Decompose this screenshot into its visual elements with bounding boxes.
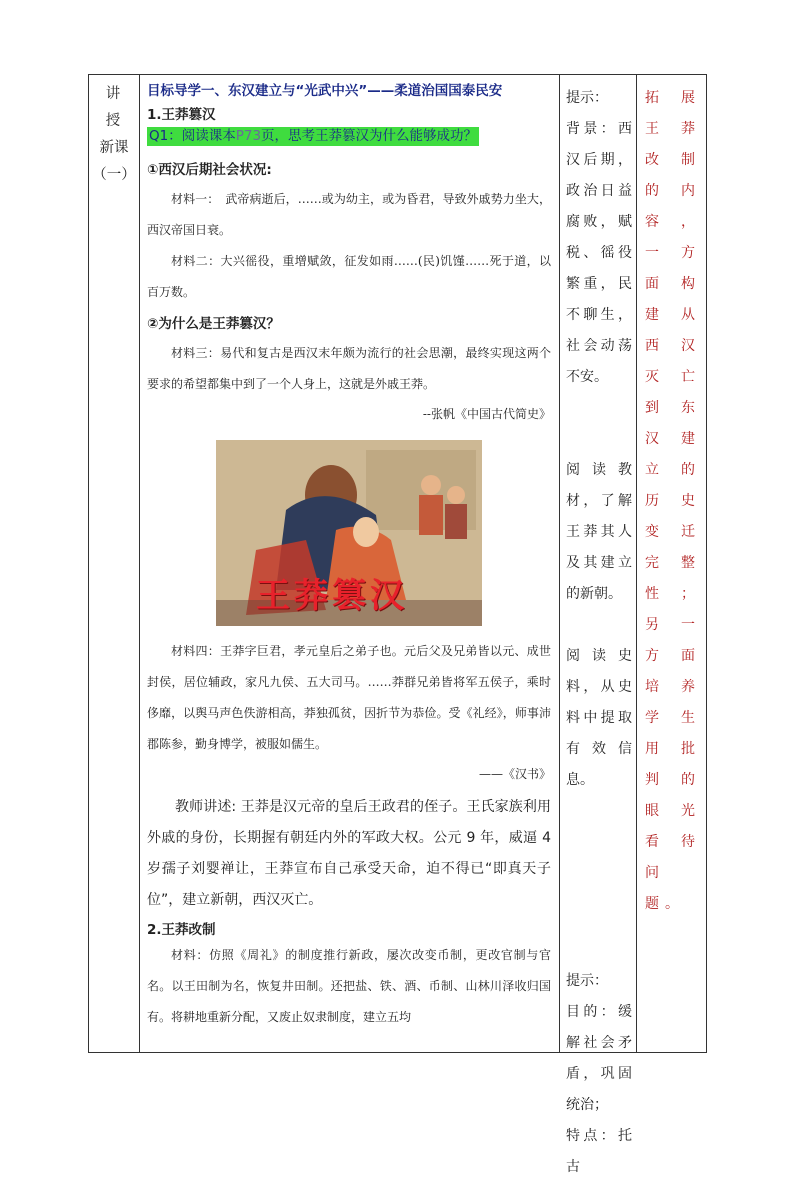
question-q1 [147,127,479,146]
source-3: --张帆《中国古代简史》 [422,407,551,421]
point-why-wangmang: ②为什么是王莽篡汉？ [147,316,280,332]
q1-page: P73 [235,128,262,144]
material-3: 材料三：易代和复古是西汉末年颇为流行的社会思潮，最终实现这两个要求的希望都集中到了一个人身上，这就是外戚王莽。 [147,346,551,391]
teacher-narration: 教师讲述: 王莽是汉元帝的皇后王政君的侄子。王氏家族利用外戚的身份，长期握有朝廷内外的军政大权。公元 9 年，威逼 4 岁孺子刘婴禅让，王莽宣布自己承受天命，迫不得已“即真天子位”，建立新朝，西汉灭亡。 [147,799,551,908]
teaching-content-column [140,75,559,1052]
tip-label: 提示： [566,90,608,106]
material-5: 材料：仿照《周礼》的制度推行新政，屡次改变币制，更改官制与官名。以王田制为名，恢复井田制。还把盐、铁、酒、币制、山林川泽收归国有。将耕地重新分配，又废止奴隶制度，建立五均 [147,948,551,1024]
stage-label-line2: 新课 [99,140,129,156]
subheading-wangmang-usurpation: 1.王莽篡汉 [147,107,216,123]
q1-text-rest: 页，思考王莽篡汉为什么能够成功？ [261,128,478,144]
goal-heading: 目标导学一、东汉建立与“光武中兴”——柔道治国国泰民安 [147,83,503,99]
q1-text: Q1：阅读课本 [149,128,236,144]
material-2: 材料二：大兴徭役，重增赋敛，征发如雨……(民)饥馑……死于道，以百万数。 [147,254,551,299]
tip-purpose: 目的：缓解社会矛盾，巩固统治； [566,1004,632,1113]
stage-column [89,75,139,1052]
subheading-wangmang-reform: 2.王莽改制 [147,922,216,938]
tip-read-sources: 阅读史料，从史料中提取有效信息。 [566,648,632,788]
tip-feature: 特点：托古 [566,1128,632,1175]
illustration-caption: 王莽篡汉 [256,576,408,616]
design-intent-text: 拓展王莽改制的内容，一方面构建从西汉灭亡到东汉建立的历史变迁完整性；另一方面培养学生用批判的眼光看待问题。 [645,90,701,912]
tip-read-textbook: 阅读教材，了解王莽其人及其建立的新朝。 [566,462,632,602]
stage-label-line3: （一） [92,167,136,183]
source-4: ——《汉书》 [478,767,551,781]
material-1: 材料一： 武帝病逝后，……或为幼主，或为昏君，导致外戚势力坐大，西汉帝国日衰。 [147,192,551,237]
material-4: 材料四：王莽字巨君，孝元皇后之弟子也。元后父及兄弟皆以元、成世封侯，居位辅政，家凡九侯、五大司马。……莽群兄弟皆将军五侯子，乘时侈靡，以舆马声色佚游相高，莽独孤贫，因折节为恭俭。受《礼经》，师事沛郡陈参，勤身博学，被服如儒生。 [147,644,551,751]
wangmang-illustration [216,440,482,626]
lesson-table [88,74,707,1175]
student-activity-column [560,75,636,1175]
tip-label-2: 提示： [566,973,608,989]
stage-label-line1: 讲授 [105,86,131,129]
point-social-conditions: ①西汉后期社会状况: [147,162,272,178]
design-intent-column [637,75,707,1052]
tip-background: 背景：西汉后期，政治日益腐败，赋税、徭役繁重，民不聊生，社会动荡不安。 [566,121,632,385]
